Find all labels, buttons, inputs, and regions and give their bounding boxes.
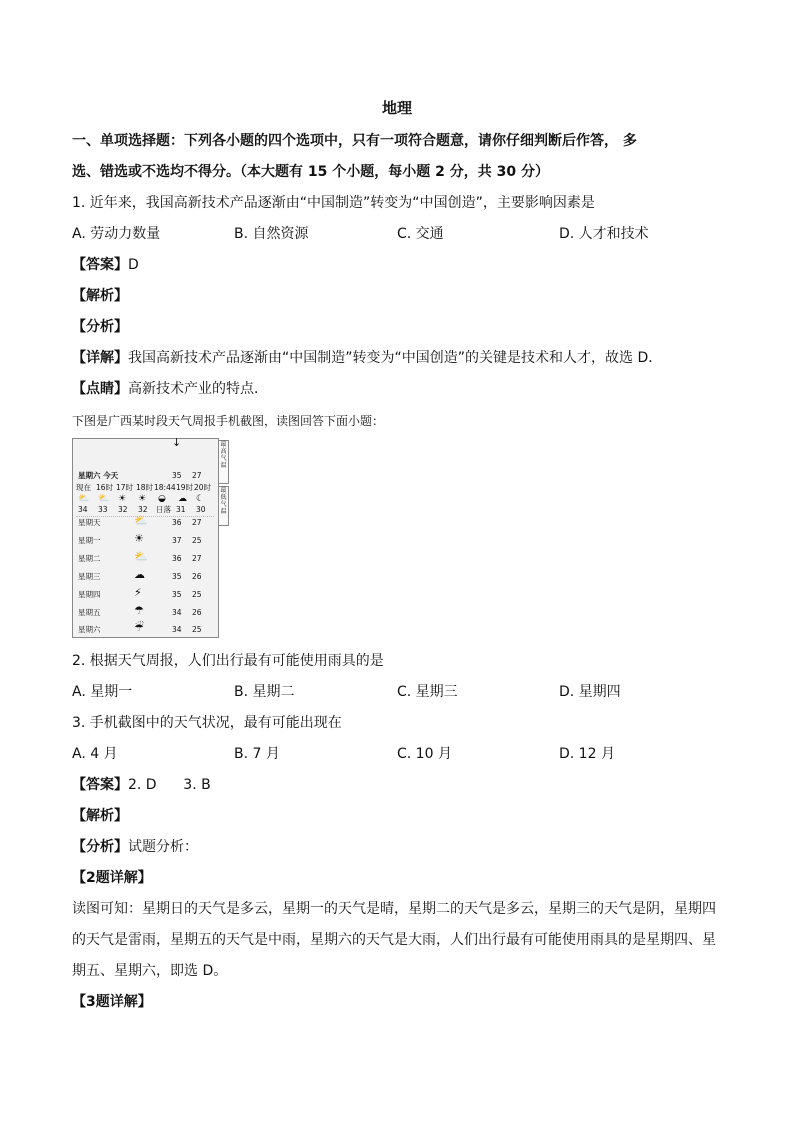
time-label: 18:44 [154,483,176,492]
q2-option-b: B. 星期二 [234,684,295,700]
side-label-high: 最高气温 [218,440,229,484]
day-high: 37 [172,536,182,545]
q3-option-b: B. 7 月 [234,746,280,762]
moon-icon: ☾ [196,494,205,504]
paragraph-line: 的天气是雷雨，星期五的天气是中雨，星期六的天气是大雨，人们出行最有可能使用雨具的是星期四、星 [72,932,716,948]
time-label: 现在 [76,483,91,492]
day-high: 34 [172,625,182,634]
q1-option-c: C. 交通 [397,226,444,242]
hour-temp: 32 [138,505,148,514]
day-high: 36 [172,518,182,527]
day-label: 星期三 [78,572,101,581]
q2-option-d: D. 星期四 [559,684,621,700]
point-text: 高新技术产业的特点． [128,381,268,397]
hour-temp: 31 [176,505,186,514]
day-low: 25 [192,590,202,599]
day-low: 25 [192,536,202,545]
q1-option-a: A. 劳动力数量 [72,226,161,242]
day-low: 27 [192,518,202,527]
cloud-sun-icon: ⛅ [98,494,110,504]
cloud-sun-icon: ⛅ [78,494,90,504]
q3-stem: 3. 手机截图中的天气状况，最有可能出现在 [72,715,342,731]
q3-option-d: D. 12 月 [559,746,615,762]
q2-option-c: C. 星期三 [397,684,458,700]
day-label: 星期二 [78,554,101,563]
time-label: 20时 [194,483,212,492]
q3-detail-tag: 【3题详解】 [72,994,152,1010]
day-label: 星期天 [78,518,101,527]
rain-icon: ☂ [134,604,144,617]
top-low: 27 [192,471,202,480]
q23-answer [72,775,211,795]
q2-stem: 2. 根据天气周报，人们出行最有可能使用雨具的是 [72,653,384,669]
q2-detail-paragraph [72,894,724,987]
day-label: 星期一 [78,536,101,545]
answer-tag: 【答案】 [72,777,128,793]
detail-text: 我国高新技术产品逐渐由“中国制造”转变为“中国创造”的关键是技术和人才，故选 D． [128,350,663,366]
day-high: 36 [172,554,182,563]
time-label: 18时 [136,483,154,492]
q1-stem: 1. 近年来，我国高新技术产品逐渐由“中国制造”转变为“中国创造”，主要影响因素是 [72,195,595,211]
hour-temp: 33 [98,505,108,514]
time-label: 17时 [116,483,134,492]
q1-answer [72,255,139,275]
section-heading-line1: 一、单项选择题：下列各小题的四个选项中，只有一项符合题意，请你仔细判断后作答， 多 [72,133,637,149]
q3-option-a: A. 4 月 [72,746,118,762]
q3-option-c: C. 10 月 [397,746,452,762]
lightning-icon: ⚡ [134,586,142,599]
day-low: 27 [192,554,202,563]
sunset-icon: ◒ [158,494,166,504]
section-heading-line2: 选、错选或不选均不得分。（本大题有 15 个小题，每小题 2 分，共 30 分） [72,164,549,180]
day-low: 26 [192,608,202,617]
answer-tag: 【答案】 [72,257,128,273]
q1-option-b: B. 自然资源 [234,226,309,242]
paragraph-line: 期五、星期六，即选 D。 [72,963,228,979]
cloud-sun-icon: ⛅ [134,550,148,563]
fenxi-tag: 【分析】 [72,839,128,855]
day-high: 35 [172,590,182,599]
hour-temp: 32 [118,505,128,514]
day-label: 星期六 [78,625,101,634]
day-label: 星期五 [78,608,101,617]
detail-tag: 【详解】 [72,350,128,366]
q1-point [72,379,268,399]
heavy-rain-icon: ☔ [134,621,144,634]
cloud-icon: ☁ [178,494,187,504]
day-high: 35 [172,572,182,581]
hour-temp: 30 [196,505,206,514]
figure-intro: 下图是广西某时段天气周报手机截图，读图回答下面小题： [72,414,385,428]
q1-detail [72,348,662,368]
hour-temp: 日落 [156,505,171,514]
day-high: 34 [172,608,182,617]
sun-icon: ☀ [134,532,144,545]
answer-value: 2. D 3. B [128,777,211,793]
paragraph-line: 读图可知：星期日的天气是多云，星期一的天气是晴，星期二的天气是多云，星期三的天气是阴，星期四 [72,901,716,917]
time-label: 19时 [176,483,194,492]
cloud-sun-icon: ⛅ [134,514,148,527]
time-label: 16时 [96,483,114,492]
q23-analysis-tag: 【解析】 [72,808,128,824]
cloud-icon: ☁ [134,568,145,581]
side-label-low: 最低气温 [218,486,229,526]
top-high: 35 [172,471,182,480]
q2-detail-tag: 【2题详解】 [72,870,152,886]
sun-icon: ☀ [118,494,127,504]
q1-fenxi-tag: 【分析】 [72,319,128,335]
arrow-down-icon: ↓ [172,436,182,449]
weather-forecast-figure [72,438,227,638]
q2-option-a: A. 星期一 [72,684,133,700]
page-title: 地理 [381,99,412,117]
q23-fenxi [72,837,198,857]
point-tag: 【点睛】 [72,381,128,397]
answer-value: D [128,257,139,273]
fenxi-text: 试题分析： [128,839,198,855]
q1-option-d: D. 人才和技术 [559,226,649,242]
day-low: 25 [192,625,202,634]
hour-temp: 34 [78,505,88,514]
header-day: 星期六 今天 [78,471,119,480]
sun-icon: ☀ [138,494,147,504]
day-label: 星期四 [78,590,101,599]
q1-analysis-tag: 【解析】 [72,288,128,304]
day-low: 26 [192,572,202,581]
